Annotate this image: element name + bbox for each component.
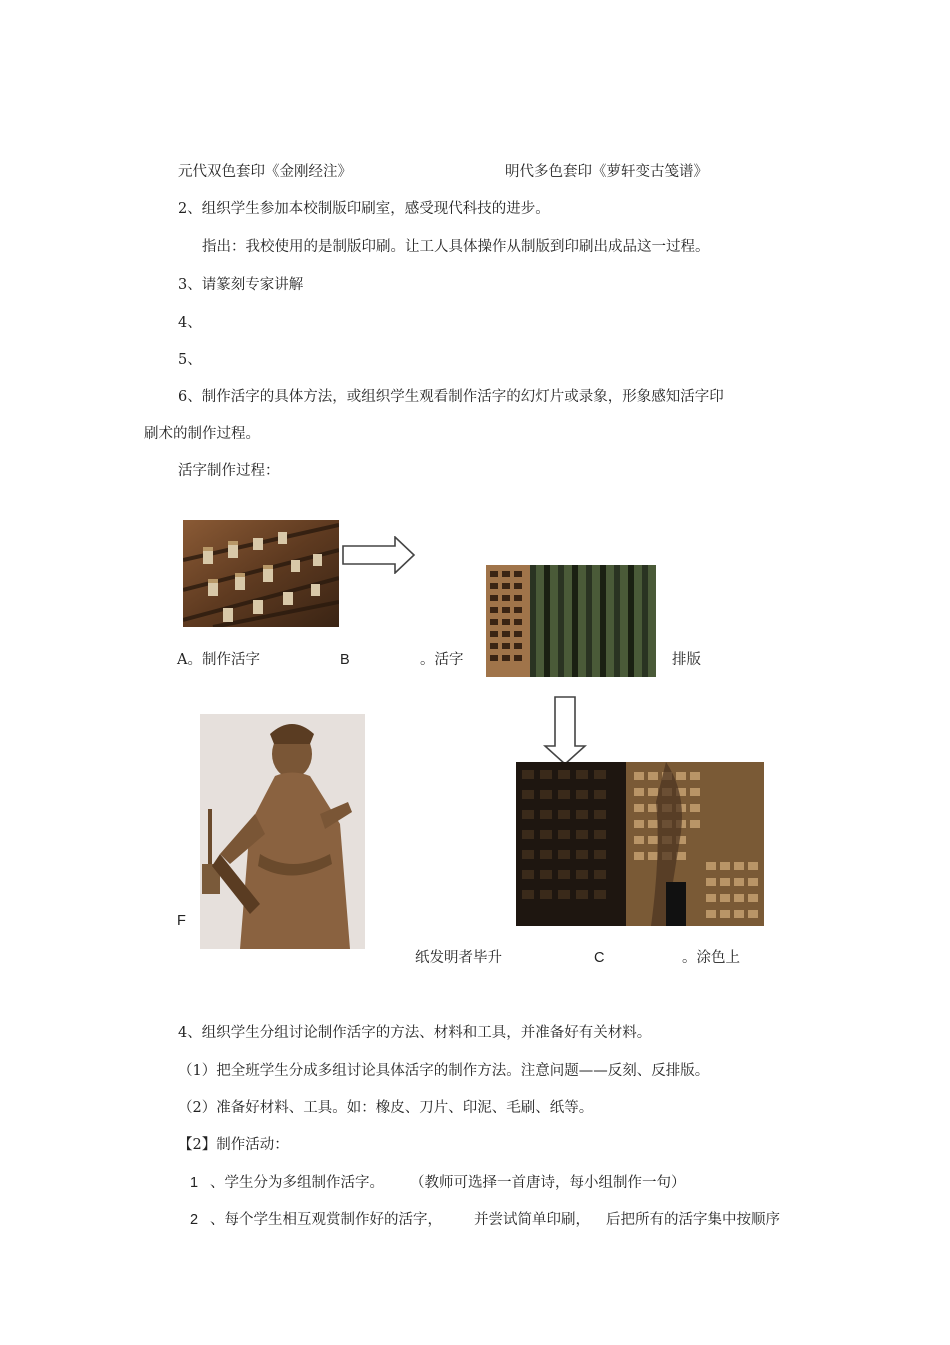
activity-1-note: （教师可选择一首唐诗，每小组制作一句） <box>410 1175 686 1191</box>
item-4-1: （1）把全班学生分成多组讨论具体活字的制作方法。注意问题——反刻、反排版。 <box>178 1063 710 1079</box>
label-f: F <box>177 913 186 929</box>
activity-title: 【2】制作活动： <box>178 1137 289 1153</box>
activity-2-text: 、每个学生相互观赏制作好的活字， <box>210 1212 442 1228</box>
paragraph-4: 4、 <box>178 315 202 331</box>
item-4-2: （2）准备好材料、工具。如：橡皮、刀片、印泥、毛刷、纸等。 <box>178 1100 594 1116</box>
label-c: C <box>594 950 605 966</box>
paragraph-6-line-1: 6、制作活字的具体方法，或组织学生观看制作活字的幻灯片或录象，形象感知活字印 <box>178 389 724 405</box>
label-a: A。制作活字 <box>177 652 260 668</box>
activity-2-middle: 并尝试简单印刷， <box>474 1212 590 1228</box>
paragraph-2: 2、组织学生参加本校制版印刷室，感受现代科技的进步。 <box>178 201 550 217</box>
label-b-after: 排版 <box>672 652 701 668</box>
activity-2-number: 2 <box>190 1212 199 1228</box>
arrow-down-icon <box>543 696 587 770</box>
label-b-text: 。活字 <box>420 652 464 668</box>
label-c-text: 。涂色上 <box>682 950 740 966</box>
activity-1-text: 、学生分为多组制作活字。 <box>210 1175 384 1191</box>
label-inventor: 纸发明者毕升 <box>415 950 502 966</box>
paragraph-5: 5、 <box>178 352 202 368</box>
inked-type-plate-photo <box>516 762 764 926</box>
activity-1-number: 1 <box>190 1175 199 1191</box>
movable-type-photo <box>183 520 339 627</box>
type-composing-photo <box>486 565 656 677</box>
process-title: 活字制作过程： <box>178 463 280 479</box>
item-4: 4、组织学生分组讨论制作活字的方法、材料和工具，并准备好有关材料。 <box>178 1025 652 1041</box>
activity-2-end: 后把所有的活字集中按顺序 <box>606 1212 780 1228</box>
caption-right: 明代多色套印《萝轩变古笺谱》 <box>505 164 708 180</box>
label-b: B <box>340 652 350 668</box>
caption-left: 元代双色套印《金刚经注》 <box>178 164 352 180</box>
bi-sheng-statue-photo <box>200 714 365 949</box>
paragraph-2-note: 指出：我校使用的是制版印刷。让工人具体操作从制版到印刷出成品这一过程。 <box>202 239 710 255</box>
paragraph-3: 3、请篆刻专家讲解 <box>178 277 304 293</box>
arrow-right-icon <box>342 536 416 578</box>
paragraph-6-line-2: 刷术的制作过程。 <box>144 426 260 442</box>
